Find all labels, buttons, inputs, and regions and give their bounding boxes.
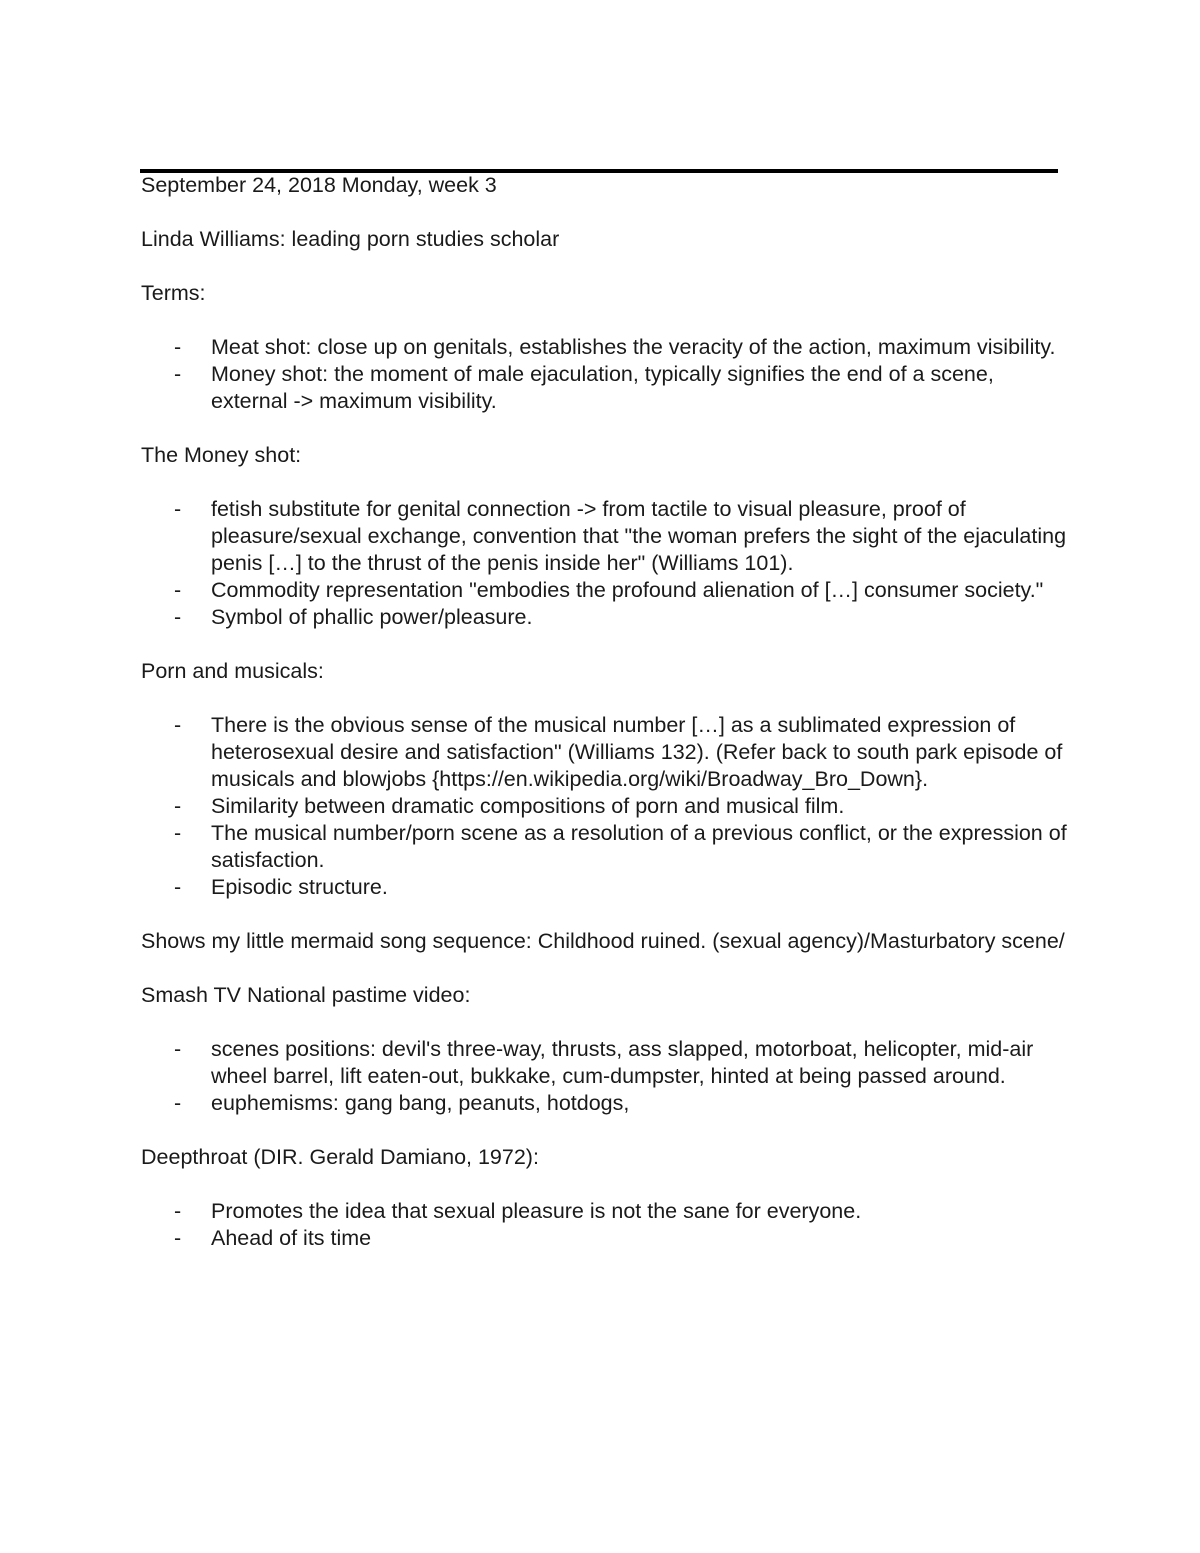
musicals-heading: Porn and musicals:: [141, 659, 324, 683]
bullet-dash: -: [174, 1091, 182, 1115]
mermaid-line: Shows my little mermaid song sequence: Childhood ruined. (sexual agency)/Masturbatory scene/: [141, 929, 1065, 953]
list-item: - There is the obvious sense of the musical number […] as a sublimated expression of heterosexual desire and satisfaction" (Williams 132). (Refer back to south park episode of musicals and blowjobs {https://en.wikipedia.org/wiki/Broadway_Bro_Down}.: [174, 713, 1063, 791]
bullet-dash: -: [174, 713, 182, 737]
bullet-dash: -: [174, 875, 182, 899]
list-item: - scenes positions: devil's three-way, thrusts, ass slapped, motorboat, helicopter, mid-air wheel barrel, lift eaten-out, bukkake, cum-dumpster, hinted at being passed around.: [174, 1037, 1034, 1088]
smash-heading: Smash TV National pastime video:: [141, 983, 471, 1007]
terms-heading: Terms:: [141, 281, 206, 305]
list-item: - The musical number/porn scene as a resolution of a previous conflict, or the expression of satisfaction.: [174, 821, 1067, 872]
bullet-dash: -: [174, 362, 182, 386]
smash-list: [141, 1036, 1071, 1117]
list-item: - Episodic structure.: [174, 875, 388, 899]
bullet-dash: -: [174, 1037, 182, 1061]
bullet-dash: -: [174, 794, 182, 818]
bullet-dash: -: [174, 1199, 182, 1223]
money-shot-heading: The Money shot:: [141, 443, 302, 467]
bullet-dash: -: [174, 1226, 182, 1250]
notes-body: [141, 172, 1071, 1279]
list-item: - Promotes the idea that sexual pleasure is not the sane for everyone.: [174, 1199, 862, 1223]
list-item: - Similarity between dramatic compositions of porn and musical film.: [174, 794, 845, 818]
bullet-dash: -: [174, 335, 182, 359]
musicals-list: [141, 712, 1071, 901]
list-item: - Meat shot: close up on genitals, establishes the veracity of the action, maximum visibility.: [174, 335, 1056, 359]
deepthroat-heading: Deepthroat (DIR. Gerald Damiano, 1972):: [141, 1145, 539, 1169]
list-item: - Money shot: the moment of male ejaculation, typically signifies the end of a scene, external -> maximum visibility.: [174, 362, 994, 413]
list-item: - Ahead of its time: [174, 1226, 372, 1250]
bullet-dash: -: [174, 578, 182, 602]
date-line: September 24, 2018 Monday, week 3: [141, 173, 497, 197]
bullet-dash: -: [174, 821, 182, 845]
list-item: - fetish substitute for genital connection -> from tactile to visual pleasure, proof of pleasure/sexual exchange, convention that "the woman prefers the sight of the ejaculating penis […] to the thrust of the penis inside her" (Williams 101).: [174, 497, 1067, 575]
bullet-dash: -: [174, 605, 182, 629]
list-item: - Symbol of phallic power/pleasure.: [174, 605, 533, 629]
scholar-line: Linda Williams: leading porn studies scholar: [141, 227, 560, 251]
list-item: - euphemisms: gang bang, peanuts, hotdogs,: [174, 1091, 630, 1115]
bullet-dash: -: [174, 497, 182, 521]
money-shot-list: [141, 496, 1071, 631]
terms-list: [141, 334, 1071, 415]
deepthroat-list: [141, 1198, 1071, 1252]
list-item: - Commodity representation "embodies the profound alienation of […] consumer society.": [174, 578, 1044, 602]
